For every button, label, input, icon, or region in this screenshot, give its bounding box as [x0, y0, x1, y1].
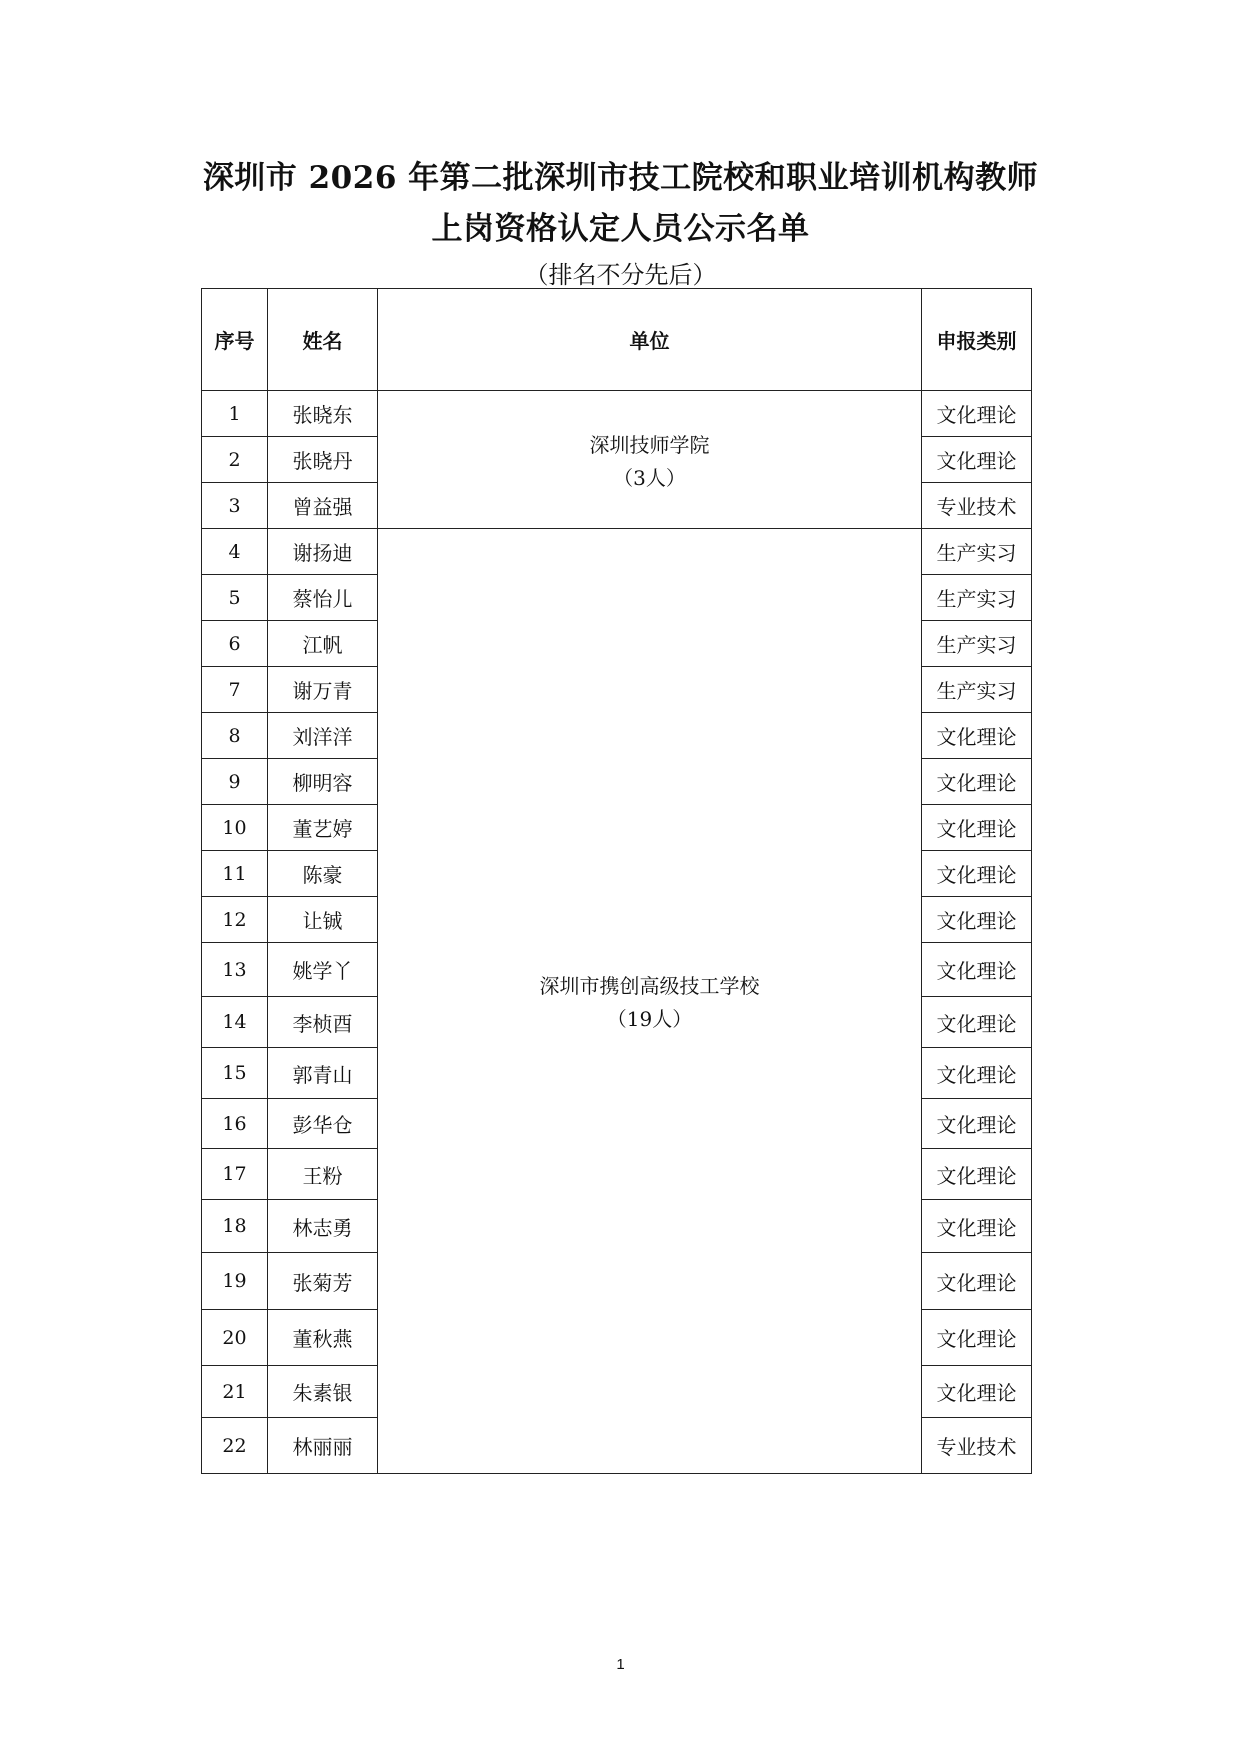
- row-index: 1: [202, 391, 268, 437]
- row-category: 文化理论: [922, 1048, 1032, 1099]
- row-category: 文化理论: [922, 897, 1032, 943]
- row-name: 朱素银: [268, 1366, 378, 1418]
- row-index: 13: [202, 943, 268, 997]
- row-category: 文化理论: [922, 1253, 1032, 1310]
- row-category: 生产实习: [922, 667, 1032, 713]
- row-category: 专业技术: [922, 1418, 1032, 1474]
- row-index: 20: [202, 1310, 268, 1366]
- row-category: 文化理论: [922, 851, 1032, 897]
- row-index: 9: [202, 759, 268, 805]
- header-unit: 单位: [378, 289, 922, 391]
- row-index: 22: [202, 1418, 268, 1474]
- unit-name: 深圳市携创高级技工学校: [539, 974, 760, 998]
- row-name: 董艺婷: [268, 805, 378, 851]
- document-title-line-1: 深圳市 2026 年第二批深圳市技工院校和职业培训机构教师: [202, 160, 1039, 196]
- document-title-line-2: 上岗资格认定人员公示名单: [431, 211, 810, 247]
- unit-cell: [378, 391, 922, 529]
- unit-count: （3人）: [613, 465, 686, 490]
- row-index: 7: [202, 667, 268, 713]
- row-index: 14: [202, 997, 268, 1048]
- unit-count: （19人）: [606, 1007, 693, 1031]
- row-name: 郭青山: [268, 1048, 378, 1099]
- row-category: 生产实习: [922, 621, 1032, 667]
- row-category: 生产实习: [922, 529, 1032, 575]
- row-name: 张晓东: [268, 391, 378, 437]
- row-index: 8: [202, 713, 268, 759]
- table-row: [202, 391, 1032, 437]
- row-index: 16: [202, 1099, 268, 1149]
- row-category: 生产实习: [922, 575, 1032, 621]
- table-body: [202, 391, 1032, 1474]
- row-category: 文化理论: [922, 1200, 1032, 1253]
- table-row: [202, 529, 1032, 575]
- row-category: 文化理论: [922, 805, 1032, 851]
- row-name: 陈豪: [268, 851, 378, 897]
- row-index: 4: [202, 529, 268, 575]
- row-name: 王粉: [268, 1149, 378, 1200]
- row-name: 林志勇: [268, 1200, 378, 1253]
- table-header-row: [202, 289, 1032, 391]
- row-category: 文化理论: [922, 437, 1032, 483]
- row-name: 李桢酉: [268, 997, 378, 1048]
- row-index: 10: [202, 805, 268, 851]
- row-index: 2: [202, 437, 268, 483]
- row-index: 11: [202, 851, 268, 897]
- row-name: 曾益强: [268, 483, 378, 529]
- row-index: 12: [202, 897, 268, 943]
- page-number: 1: [616, 1656, 625, 1673]
- row-index: 6: [202, 621, 268, 667]
- unit-cell: [378, 529, 922, 1474]
- row-name: 让铖: [268, 897, 378, 943]
- row-category: 文化理论: [922, 1310, 1032, 1366]
- header-name: 姓名: [268, 289, 378, 391]
- row-name: 彭华仓: [268, 1099, 378, 1149]
- row-name: 林丽丽: [268, 1418, 378, 1474]
- header-category: 申报类别: [922, 289, 1032, 391]
- row-name: 刘洋洋: [268, 713, 378, 759]
- row-name: 蔡怡儿: [268, 575, 378, 621]
- row-index: 17: [202, 1149, 268, 1200]
- row-category: 文化理论: [922, 713, 1032, 759]
- row-category: 文化理论: [922, 759, 1032, 805]
- header-index: 序号: [202, 289, 268, 391]
- row-category: 文化理论: [922, 943, 1032, 997]
- document-subtitle: （排名不分先后）: [524, 261, 717, 289]
- row-index: 3: [202, 483, 268, 529]
- row-category: 文化理论: [922, 1149, 1032, 1200]
- personnel-table: [201, 288, 1032, 1474]
- row-name: 张晓丹: [268, 437, 378, 483]
- row-name: 姚学丫: [268, 943, 378, 997]
- row-index: 18: [202, 1200, 268, 1253]
- row-category: 文化理论: [922, 997, 1032, 1048]
- row-name: 张菊芳: [268, 1253, 378, 1310]
- row-category: 文化理论: [922, 391, 1032, 437]
- row-name: 谢扬迪: [268, 529, 378, 575]
- row-name: 江帆: [268, 621, 378, 667]
- row-category: 文化理论: [922, 1366, 1032, 1418]
- unit-name: 深圳技师学院: [589, 432, 710, 457]
- row-category: 专业技术: [922, 483, 1032, 529]
- row-name: 董秋燕: [268, 1310, 378, 1366]
- row-index: 15: [202, 1048, 268, 1099]
- row-index: 5: [202, 575, 268, 621]
- row-index: 21: [202, 1366, 268, 1418]
- row-category: 文化理论: [922, 1099, 1032, 1149]
- row-name: 柳明容: [268, 759, 378, 805]
- row-name: 谢万青: [268, 667, 378, 713]
- row-index: 19: [202, 1253, 268, 1310]
